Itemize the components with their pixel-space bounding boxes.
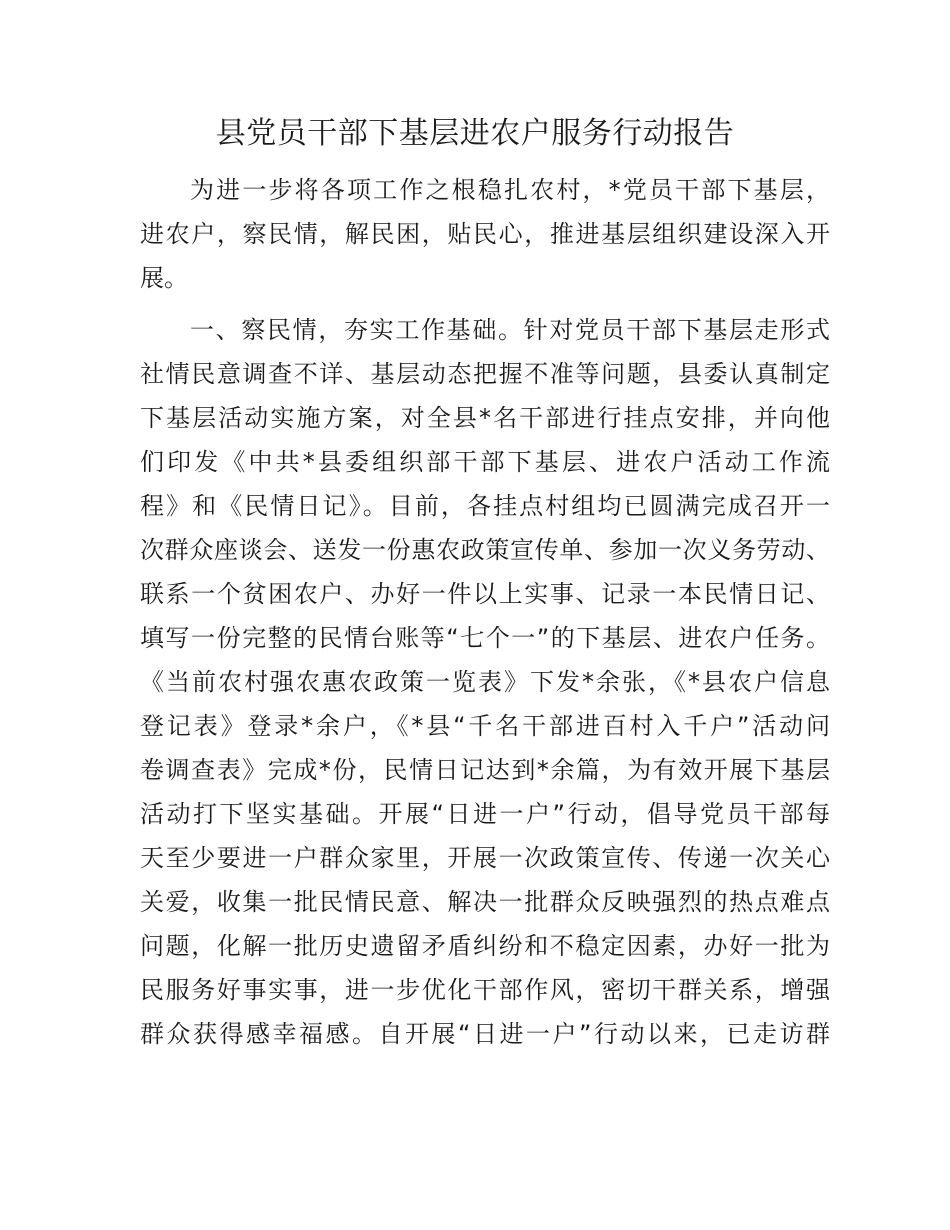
paragraph-2-line-4: 们印发《中共*县委组织部干部下基层、进农户活动工作流 [140,448,830,476]
paragraph-1-line-2: 进农户，察民情，解民困，贴民心，推进基层组织建设深入开 [140,220,830,248]
paragraph-2-line-5: 程》和《民情日记》。目前，各挂点村组均已圆满完成召开一 [140,492,830,520]
paragraph-2-line-8: 填写一份完整的民情台账等“七个一”的下基层、进农户任务。 [140,624,830,652]
paragraph-1-line-1: 为进一步将各项工作之根稳扎农村，*党员干部下基层， [190,176,830,204]
paragraph-2-line-17: 群众获得感幸福感。自开展“日进一户”行动以来，已走访群 [140,1020,830,1048]
paragraph-2-line-6: 次群众座谈会、送发一份惠农政策宣传单、参加一次义务劳动、 [140,536,830,564]
paragraph-2-line-7: 联系一个贫困农户、办好一件以上实事、记录一本民情日记、 [140,580,830,608]
paragraph-2-line-12: 活动打下坚实基础。开展“日进一户”行动，倡导党员干部每 [140,800,830,828]
document-title: 县党员干部下基层进农户服务行动报告 [215,116,735,151]
paragraph-2-line-9: 《当前农村强农惠农政策一览表》下发*余张，《*县农户信息 [140,668,830,696]
paragraph-2-line-1: 一、察民情，夯实工作基础。针对党员干部下基层走形式 [190,316,830,344]
paragraph-2-line-3: 下基层活动实施方案，对全县*名干部进行挂点安排，并向他 [140,404,830,432]
paragraph-2-line-2: 社情民意调查不详、基层动态把握不准等问题，县委认真制定 [140,360,830,388]
paragraph-2-line-14: 关爱，收集一批民情民意、解决一批群众反映强烈的热点难点 [140,888,830,916]
paragraph-2-line-10: 登记表》登录*余户，《*县“千名干部进百村入千户”活动问 [140,712,830,740]
paragraph-2-line-16: 民服务好事实事，进一步优化干部作风，密切干群关系，增强 [140,976,830,1004]
paragraph-2-line-11: 卷调查表》完成*份，民情日记达到*余篇，为有效开展下基层 [140,756,830,784]
paragraph-2-line-15: 问题，化解一批历史遗留矛盾纠纷和不稳定因素，办好一批为 [140,932,830,960]
paragraph-2-line-13: 天至少要进一户群众家里，开展一次政策宣传、传递一次关心 [140,844,830,872]
paragraph-1-line-3: 展。 [140,264,188,292]
